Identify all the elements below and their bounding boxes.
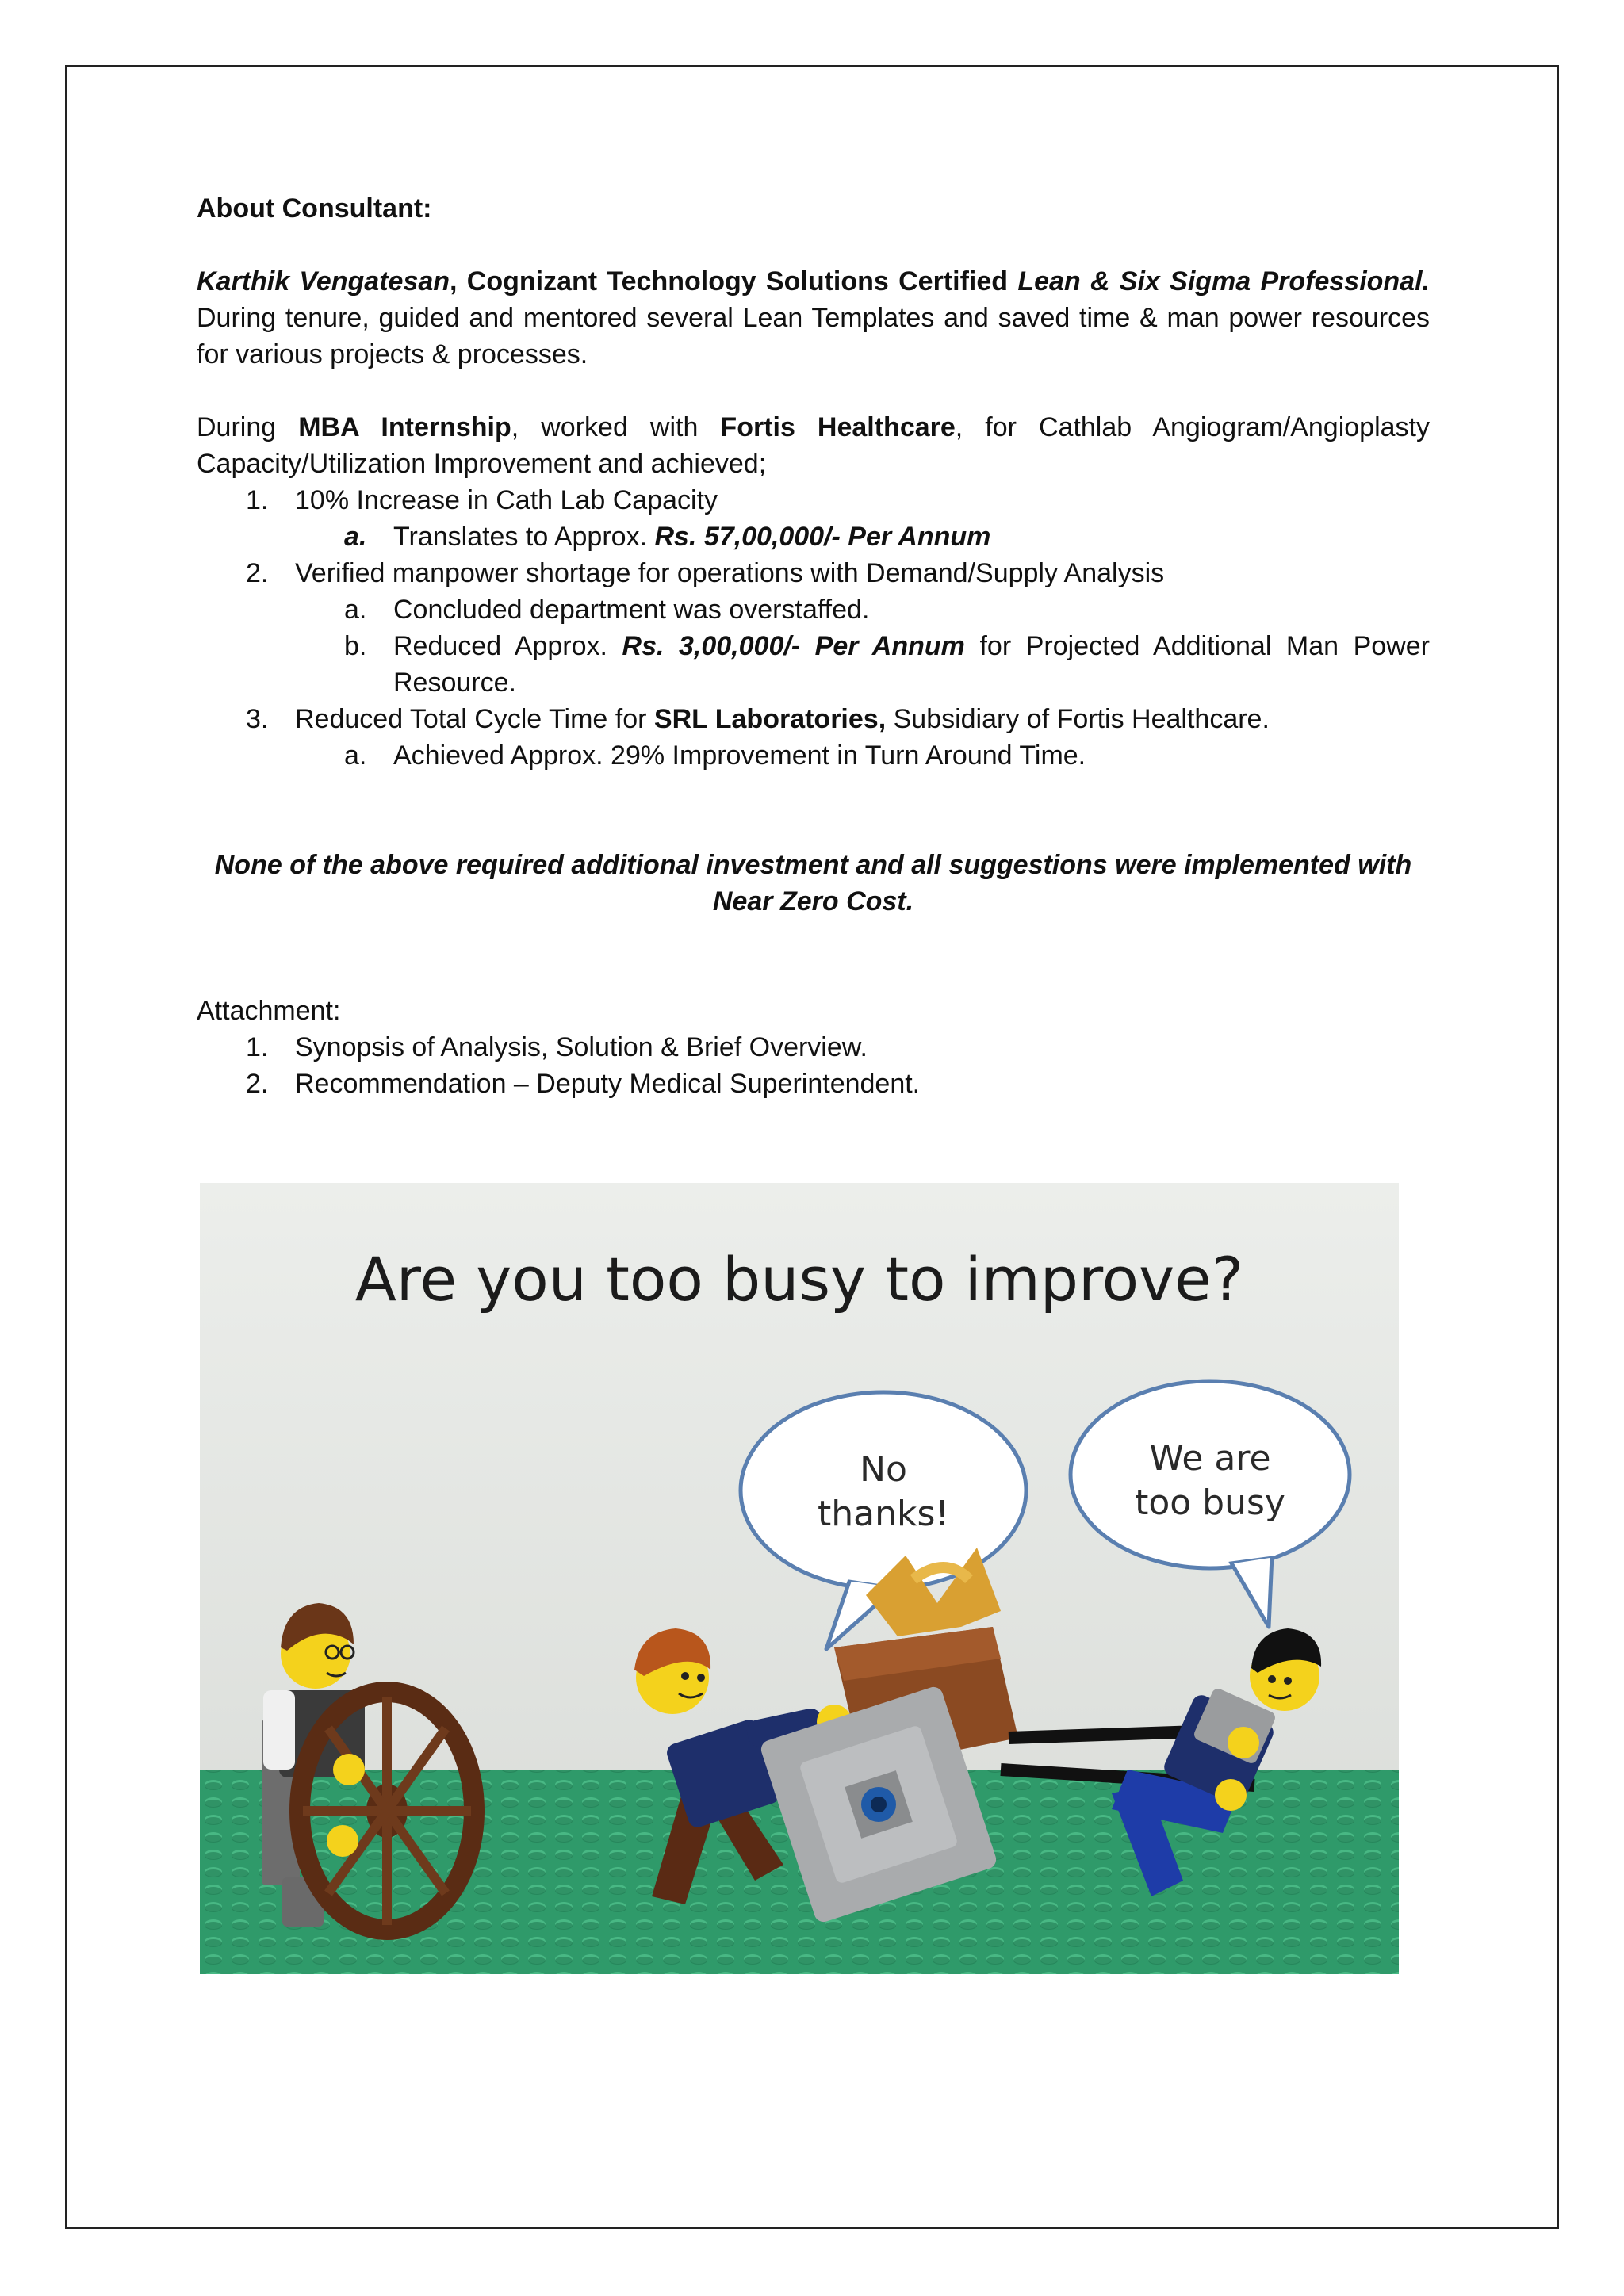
internship-company: Fortis Healthcare [720, 412, 956, 442]
sub-list-item: a. Translates to Approx. Rs. 57,00,000/- Per Annum [197, 519, 1430, 555]
sub-list-item: a. Achieved Approx. 29% Improvement in Turn Around Time. [197, 737, 1430, 774]
about-heading: About Consultant: [197, 193, 432, 224]
consultant-intro: Karthik Vengatesan, Cognizant Technology Solutions Certified Lean & Six Sigma Professional. During tenure, guided and mentored several Lean Templates and saved time & man power resources for various projects & processes. [197, 266, 1430, 369]
achievement-list [197, 482, 1430, 774]
manpower-savings-value: Rs. 3,00,000/- Per Annum [622, 631, 965, 661]
internship-paragraph: During MBA Internship, worked with Fortis Healthcare, for Cathlab Angiogram/Angioplasty Capacity/Utilization Improvement and achieved; [197, 412, 1430, 479]
wagon-wheel [300, 1692, 474, 1930]
list-marker: a. [344, 740, 367, 771]
lego-scene [200, 1183, 1399, 1974]
capacity-value: Rs. 57,00,000/- Per Annum [654, 522, 991, 552]
list-marker: 2. [246, 558, 269, 588]
sub-list-item: b. Reduced Approx. Rs. 3,00,000/- Per Annum for Projected Additional Man Power Resource. [197, 628, 1430, 701]
list-marker: 1. [246, 485, 269, 515]
list-marker: 1. [246, 1032, 269, 1062]
bubble-right-line-1: We are [1149, 1438, 1271, 1479]
internship-program: MBA Internship [298, 412, 511, 442]
zero-cost-note: None of the above required additional investment and all suggestions were implemented with Near Zero Cost. [214, 850, 1412, 916]
consultant-org: Cognizant Technology Solutions Certified [457, 266, 1018, 297]
sub-list-item: a. Concluded department was overstaffed. [197, 591, 1430, 628]
list-marker: a. [344, 595, 367, 625]
lab-name: SRL Laboratories, [653, 704, 887, 734]
list-marker: 3. [246, 704, 269, 734]
list-item: 2. Verified manpower shortage for operations with Demand/Supply Analysis [197, 555, 1430, 591]
list-marker: a. [344, 522, 367, 552]
bubble-left-line-1: No [860, 1449, 907, 1490]
list-item: 1. Synopsis of Analysis, Solution & Brief Overview. [197, 1029, 1430, 1066]
consultant-name: Karthik Vengatesan [197, 266, 450, 297]
attachment-list [197, 1029, 1430, 1102]
bubble-left-line-2: thanks! [817, 1494, 950, 1534]
list-item: 3. Reduced Total Cycle Time for SRL Laboratories, Subsidiary of Fortis Healthcare. [197, 701, 1430, 737]
list-marker: 2. [246, 1069, 269, 1099]
list-marker: b. [344, 631, 367, 661]
list-item: 2. Recommendation – Deputy Medical Superintendent. [197, 1066, 1430, 1102]
bubble-right-line-2: too busy [1135, 1483, 1285, 1523]
lego-illustration [200, 1183, 1399, 1974]
document-body [197, 190, 1430, 1102]
consultant-summary: During tenure, guided and mentored several Lean Templates and saved time & man power resources for various projects & processes. [197, 303, 1430, 369]
photo-headline: Are you too busy to improve? [354, 1244, 1244, 1314]
consultant-certification: Lean & Six Sigma Professional. [1017, 266, 1430, 297]
attachment-heading: Attachment: [197, 996, 341, 1026]
list-item: 1. 10% Increase in Cath Lab Capacity [197, 482, 1430, 519]
